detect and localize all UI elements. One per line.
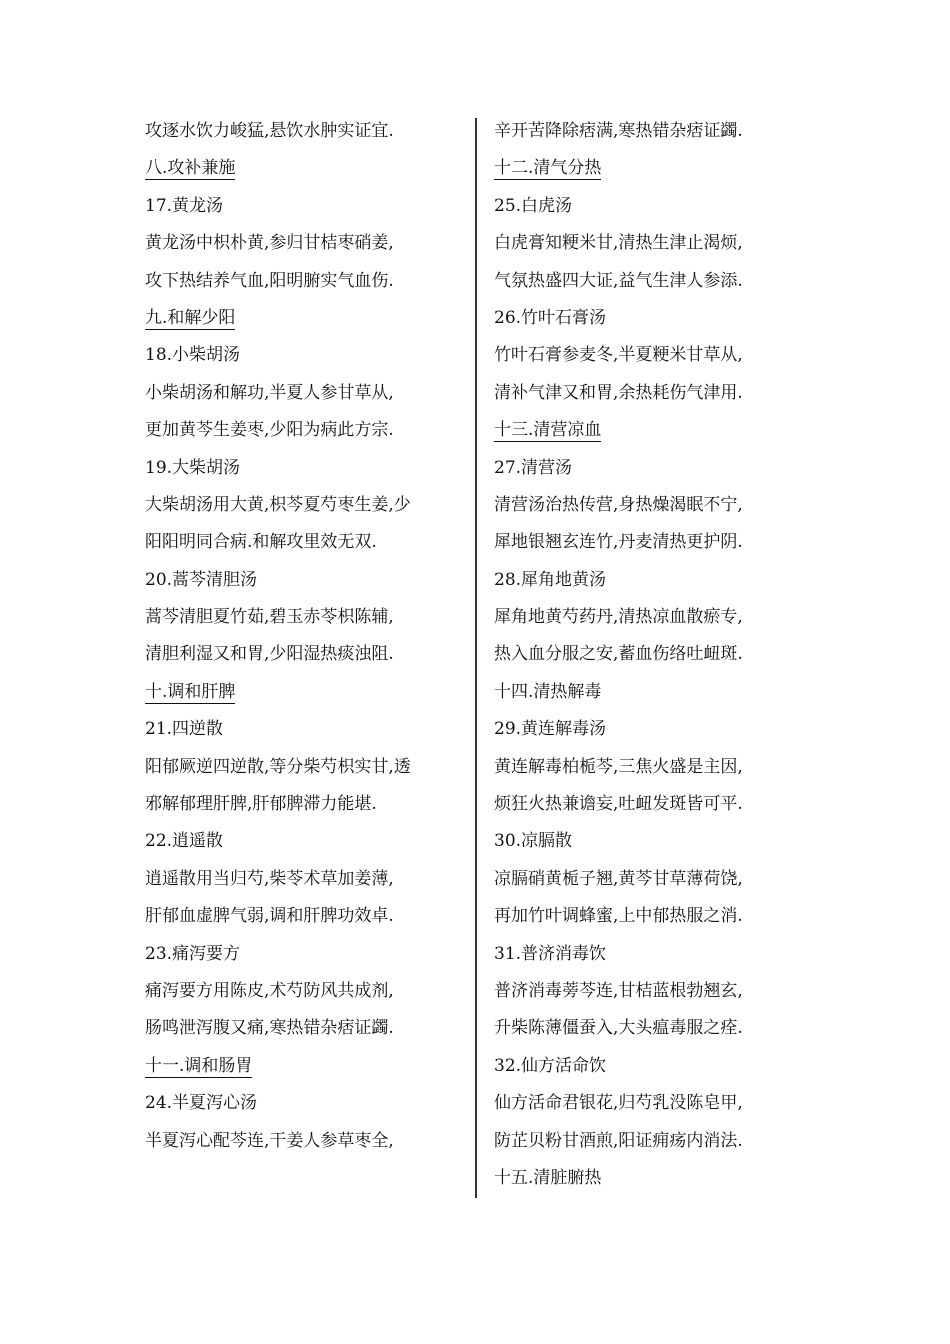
line-text: 大柴胡汤用大黄,枳芩夏芍枣生姜,少 (145, 494, 411, 515)
line-text: 18.小柴胡汤 (145, 345, 241, 366)
section-heading-text: 九.和解少阳 (145, 307, 236, 328)
text-line (145, 861, 475, 898)
line-text: 烦狂火热兼谵妄,吐衄发斑皆可平. (494, 794, 743, 815)
line-text: 31.普济消毒饮 (494, 943, 607, 964)
line-text: 攻下热结养气血,阳明腑实气血伤. (145, 270, 394, 291)
line-text: 29.黄连解毒汤 (494, 719, 607, 740)
line-text: 阳阳明同合病.和解攻里效无双. (145, 532, 377, 553)
section-heading-text: 十.调和肝脾 (145, 681, 236, 702)
text-line (494, 711, 824, 748)
text-line (494, 749, 824, 786)
left-text-column (145, 113, 475, 1160)
line-text: 逍遥散用当归芍,柴苓术草加姜薄, (145, 868, 394, 889)
text-line (145, 599, 475, 636)
section-heading (494, 412, 824, 449)
text-line (145, 1010, 475, 1047)
text-line (494, 225, 824, 262)
text-line (494, 337, 824, 374)
line-text: 蒿芩清胆夏竹茹,碧玉赤苓枳陈辅, (145, 607, 394, 628)
text-line (494, 674, 824, 711)
line-text: 升柴陈薄僵蚕入,大头瘟毒服之痊. (494, 1018, 743, 1039)
text-line (145, 936, 475, 973)
text-line (145, 749, 475, 786)
line-text: 再加竹叶调蜂蜜,上中郁热服之消. (494, 906, 743, 927)
text-line (494, 936, 824, 973)
text-line (494, 487, 824, 524)
text-line (145, 375, 475, 412)
text-line (494, 188, 824, 225)
text-line (494, 1048, 824, 1085)
text-line (145, 973, 475, 1010)
line-text: 17.黄龙汤 (145, 195, 224, 216)
text-line (494, 1010, 824, 1047)
text-line (494, 1085, 824, 1122)
line-text: 23.痛泻要方 (145, 943, 241, 964)
text-line (494, 1160, 824, 1197)
text-line (145, 823, 475, 860)
line-text: 清补气津又和胃,余热耗伤气津用. (494, 382, 743, 403)
text-line (145, 412, 475, 449)
line-text: 竹叶石膏参麦冬,半夏粳米甘草从, (494, 345, 743, 366)
section-heading-text: 十一.调和肠胃 (145, 1055, 253, 1076)
line-text: 21.四逆散 (145, 719, 224, 740)
text-line (494, 263, 824, 300)
line-text: 28.犀角地黄汤 (494, 569, 607, 590)
line-text: 22.逍遥散 (145, 831, 224, 852)
text-line (494, 861, 824, 898)
line-text: 普济消毒蒡芩连,甘桔蓝根勃翘玄, (494, 980, 743, 1001)
line-text: 肠鸣泄泻腹又痛,寒热错杂痞证蠲. (145, 1018, 394, 1039)
text-line (494, 973, 824, 1010)
line-text: 半夏泻心配芩连,干姜人参草枣全, (145, 1130, 394, 1151)
line-text: 气氛热盛四大证,益气生津人参添. (494, 270, 743, 291)
line-text: 黄连解毒柏栀芩,三焦火盛是主因, (494, 756, 743, 777)
line-text: 25.白虎汤 (494, 195, 573, 216)
text-line (145, 636, 475, 673)
text-line (145, 450, 475, 487)
line-text: 辛开苦降除痞满,寒热错杂痞证蠲. (494, 121, 743, 141)
text-line (494, 375, 824, 412)
section-heading (145, 674, 475, 711)
text-line (494, 1123, 824, 1160)
line-text: 邪解郁理肝脾,肝郁脾滞力能堪. (145, 794, 377, 815)
section-heading-text: 八.攻补兼施 (145, 158, 236, 179)
text-line (494, 898, 824, 935)
line-text: 犀地银翘玄连竹,丹麦清热更护阴. (494, 532, 743, 553)
column-divider (475, 118, 477, 1198)
section-heading (145, 300, 475, 337)
text-line (145, 524, 475, 561)
line-text: 19.大柴胡汤 (145, 457, 241, 478)
text-line (145, 1123, 475, 1160)
section-heading (145, 150, 475, 187)
line-text: 20.蒿芩清胆汤 (145, 569, 258, 590)
text-line (145, 113, 475, 150)
line-text: 肝郁血虚脾气弱,调和肝脾功效卓. (145, 906, 394, 927)
section-heading (145, 1048, 475, 1085)
section-heading-text: 十二.清气分热 (494, 158, 602, 179)
line-text: 30.凉膈散 (494, 831, 573, 852)
text-line (145, 225, 475, 262)
text-line (494, 562, 824, 599)
line-text: 仙方活命君银花,归芍乳没陈皂甲, (494, 1093, 743, 1114)
line-text: 白虎膏知粳米甘,清热生津止渴烦, (494, 233, 743, 254)
line-text: 十五.清脏腑热 (494, 1167, 602, 1188)
line-text: 攻逐水饮力峻猛,悬饮水肿实证宜. (145, 121, 394, 141)
line-text: 十四.清热解毒 (494, 681, 602, 702)
right-text-column (494, 113, 824, 1197)
line-text: 更加黄芩生姜枣,少阳为病此方宗. (145, 420, 394, 441)
text-line (494, 450, 824, 487)
text-line (145, 562, 475, 599)
text-line (494, 599, 824, 636)
text-line (145, 263, 475, 300)
text-line (145, 337, 475, 374)
line-text: 清营汤治热传营,身热燥渴眠不宁, (494, 494, 743, 515)
text-line (145, 711, 475, 748)
text-line (145, 898, 475, 935)
text-line (494, 823, 824, 860)
text-line (145, 1085, 475, 1122)
section-heading-text: 十三.清营凉血 (494, 420, 602, 441)
line-text: 黄龙汤中枳朴黄,参归甘桔枣硝姜, (145, 233, 394, 254)
line-text: 防芷贝粉甘酒煎,阳证痈疡内消法. (494, 1130, 743, 1151)
line-text: 犀角地黄芍药丹,清热凉血散瘀专, (494, 607, 743, 628)
text-line (494, 524, 824, 561)
line-text: 痛泻要方用陈皮,术芍防风共成剂, (145, 980, 394, 1001)
line-text: 阳郁厥逆四逆散,等分柴芍枳实甘,透 (145, 756, 411, 777)
line-text: 清胆利湿又和胃,少阳湿热痰浊阻. (145, 644, 394, 665)
line-text: 热入血分服之安,蓄血伤络吐衄斑. (494, 644, 743, 665)
text-line (494, 300, 824, 337)
text-line (145, 188, 475, 225)
line-text: 26.竹叶石膏汤 (494, 307, 607, 328)
text-line (145, 786, 475, 823)
line-text: 凉膈硝黄栀子翘,黄芩甘草薄荷饶, (494, 868, 743, 889)
line-text: 32.仙方活命饮 (494, 1055, 607, 1076)
text-line (494, 786, 824, 823)
line-text: 24.半夏泻心汤 (145, 1093, 258, 1114)
line-text: 小柴胡汤和解功,半夏人参甘草从, (145, 382, 394, 403)
text-line (494, 636, 824, 673)
text-line (145, 487, 475, 524)
section-heading (494, 150, 824, 187)
text-line (494, 113, 824, 150)
line-text: 27.清营汤 (494, 457, 573, 478)
